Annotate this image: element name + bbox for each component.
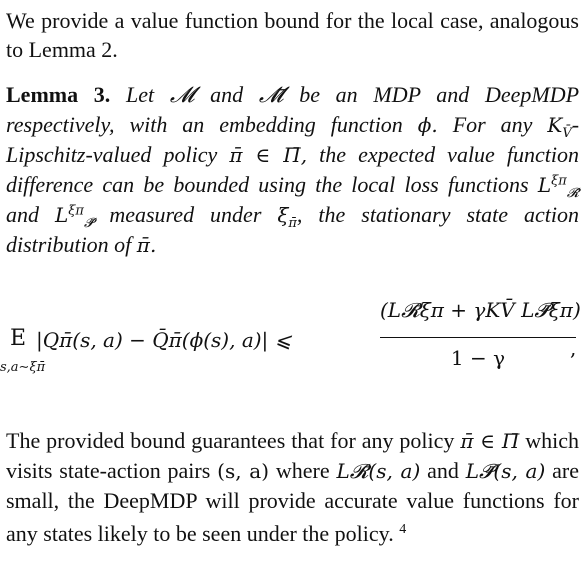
- after-text-1: The provided bound guarantees that for any policy: [6, 428, 455, 453]
- lp-subscript: 𝓟̄: [83, 216, 94, 231]
- phi-symbol: ϕ.: [417, 113, 438, 137]
- lemma-text-3: For any: [452, 112, 533, 137]
- after-text-3: where: [275, 458, 330, 483]
- value-bound-equation: [0, 290, 586, 400]
- lemma-label: Lemma 3.: [6, 82, 111, 107]
- intro-paragraph: [6, 6, 579, 64]
- lemma-and: and: [210, 82, 244, 107]
- stationary-distribution-symbol: [277, 203, 297, 231]
- lp-symbol: L: [54, 203, 69, 227]
- expectation-subscript: s,a∼ξπ̄: [0, 360, 46, 375]
- footnote-marker[interactable]: 4: [399, 522, 407, 537]
- xi-subscript: π̄: [288, 216, 297, 231]
- lemma-text-1: Let: [126, 82, 155, 107]
- lemma-text-4: -Lipschitz-valued policy: [6, 112, 580, 167]
- after-reward-loss: L𝓡̄(s, a): [336, 459, 421, 483]
- lr-subscript: 𝓡̄: [566, 186, 579, 201]
- intro-text: We provide a value function bound for the local case, analogous to Lemma 2.: [6, 8, 579, 62]
- fraction-bar: [380, 337, 576, 338]
- xi-symbol: ξ: [277, 203, 289, 227]
- reward-loss-symbol: [537, 173, 579, 201]
- lr-superscript: ξπ: [551, 173, 567, 189]
- k-symbol: K: [547, 113, 563, 137]
- after-text-4: and: [427, 458, 459, 483]
- lemma-text-7: , the stationary state action distribution of: [6, 202, 579, 257]
- lemma-text-5: the expected value function difference can be bounded using the local loss functions: [6, 142, 580, 197]
- after-text-2: which visits state-action pairs: [6, 428, 580, 483]
- after-policy-symbol: π̄ ∈ Π̄: [460, 429, 520, 453]
- equation-comma: ,: [570, 336, 577, 360]
- lp-superscript: ξπ: [68, 203, 84, 219]
- equation-numerator: (L𝓡̄ξπ + γKV̄ L𝓟̄ξπ): [380, 298, 581, 322]
- lemma-block: [6, 80, 579, 260]
- k-subscript: V̄: [562, 126, 572, 141]
- lemma-text-6: measured under: [109, 202, 262, 227]
- after-text-5: are small, the DeepMDP will provide accurate value functions for any states likely to be seen under the policy.: [6, 458, 579, 546]
- policy-symbol-end: π̄.: [136, 233, 157, 257]
- deepmdp-symbol: 𝓜̄: [258, 83, 284, 108]
- expectation-operator: E: [10, 326, 27, 351]
- state-action-pair: (s, a): [217, 459, 270, 483]
- lemma-text-2: be an MDP and DeepMDP respectively, with an embedding function: [6, 82, 580, 137]
- equation-lhs: |Qπ̄(s, a) − Q̄π̄(ϕ(s), a)| ⩽: [36, 328, 292, 352]
- lemma-and-2: and: [6, 202, 39, 227]
- transition-loss-symbol: [54, 203, 94, 231]
- lipschitz-constant: [547, 113, 572, 141]
- equation-denominator: 1 − γ: [450, 346, 506, 370]
- lr-symbol: L: [537, 173, 552, 197]
- after-transition-loss: L𝓟̄(s, a): [465, 459, 546, 483]
- bound-explanation-paragraph: [6, 426, 579, 548]
- mdp-symbol: 𝓜: [169, 83, 195, 108]
- policy-symbol: π̄ ∈ Π̄,: [229, 143, 308, 167]
